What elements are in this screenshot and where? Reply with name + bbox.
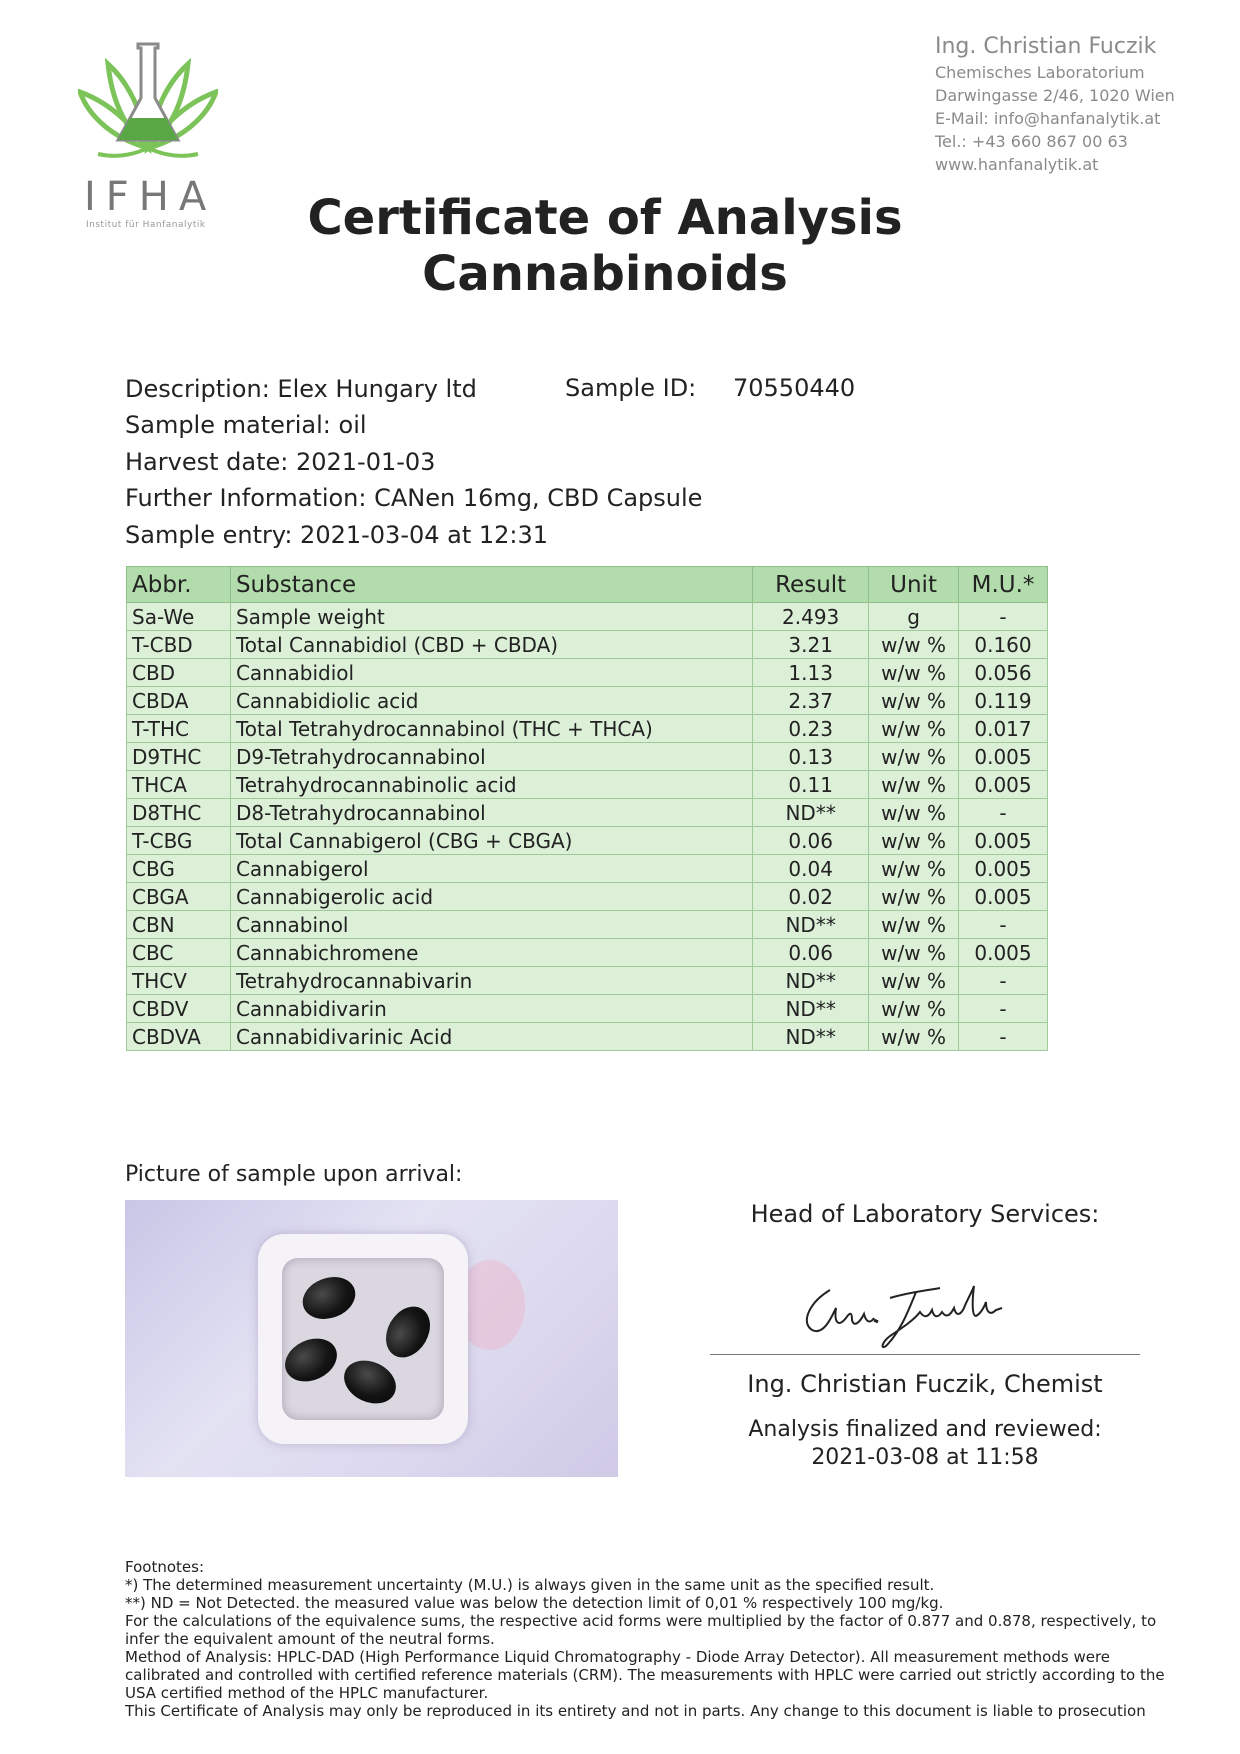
footnote-equivalence: For the calculations of the equivalence sums, the respective acid forms were multiplied by the factor of 0.877 and 0.878, respectively, to infer the equivalent amount of the neutral forms. [125,1612,1157,1648]
table-row [127,659,1048,687]
cell-mu: 0.005 [959,827,1048,855]
cell-substance: Tetrahydrocannabinolic acid [230,771,752,799]
cell-abbr: T-CBD [127,631,231,659]
cell-substance: Sample weight [230,603,752,631]
lab-email: E-Mail: info@hanfanalytik.at [935,109,1161,128]
cell-result: ND** [753,967,869,995]
sample-entry: Sample entry: 2021-03-04 at 12:31 [125,521,549,549]
footnotes [125,1558,1175,1720]
cell-mu: 0.160 [959,631,1048,659]
logo-subtitle: Institut für Hanfanalytik [86,220,206,230]
cell-result: 2.37 [753,687,869,715]
table-row [127,715,1048,743]
cell-unit: g [869,603,959,631]
cell-substance: D8-Tetrahydrocannabinol [230,799,752,827]
table-row [127,631,1048,659]
cell-mu: 0.005 [959,855,1048,883]
cell-result: 2.493 [753,603,869,631]
cell-mu: - [959,995,1048,1023]
cell-unit: w/w % [869,743,959,771]
lab-phone: Tel.: +43 660 867 00 63 [935,132,1128,151]
cell-substance: Tetrahydrocannabivarin [230,967,752,995]
sample-id-value: 70550440 [733,374,856,402]
header-unit: Unit [869,567,959,603]
lab-contact-block [935,33,1235,176]
table-row [127,939,1048,967]
cell-result: 0.06 [753,939,869,967]
table-row [127,883,1048,911]
table-row [127,603,1048,631]
lab-address: Darwingasse 2/46, 1020 Wien [935,86,1175,105]
cell-substance: Cannabigerolic acid [230,883,752,911]
cell-abbr: CBGA [127,883,231,911]
cell-substance: Cannabidivarin [230,995,752,1023]
cell-mu: 0.005 [959,883,1048,911]
signature-line [710,1354,1140,1355]
cell-unit: w/w % [869,911,959,939]
cell-unit: w/w % [869,883,959,911]
cell-mu: 0.005 [959,743,1048,771]
cell-abbr: CBDV [127,995,231,1023]
cell-mu: 0.119 [959,687,1048,715]
cell-abbr: T-THC [127,715,231,743]
sample-picture-label: Picture of sample upon arrival: [125,1162,463,1187]
header-result: Result [753,567,869,603]
cell-abbr: THCA [127,771,231,799]
cell-unit: w/w % [869,995,959,1023]
table-row [127,911,1048,939]
cell-unit: w/w % [869,799,959,827]
table-row [127,687,1048,715]
cell-unit: w/w % [869,631,959,659]
cell-substance: Cannabidivarinic Acid [230,1023,752,1051]
cell-abbr: CBDA [127,687,231,715]
cell-mu: - [959,1023,1048,1051]
cell-result: 0.02 [753,883,869,911]
cell-substance: Total Cannabigerol (CBG + CBGA) [230,827,752,855]
results-table [126,566,1048,1051]
table-row [127,771,1048,799]
sample-tray [258,1234,468,1444]
cell-substance: Cannabichromene [230,939,752,967]
cell-abbr: T-CBG [127,827,231,855]
handwritten-signature-icon [790,1272,1030,1352]
cell-unit: w/w % [869,939,959,967]
cell-substance: D9-Tetrahydrocannabinol [230,743,752,771]
cell-abbr: CBG [127,855,231,883]
cell-result: 0.06 [753,827,869,855]
further-information: Further Information: CANen 16mg, CBD Capsule [125,484,703,512]
cell-substance: Cannabinol [230,911,752,939]
cell-unit: w/w % [869,855,959,883]
logo-wordmark: IFHA [84,174,217,220]
cell-abbr: CBD [127,659,231,687]
cell-result: ND** [753,1023,869,1051]
title-line-1: Certificate of Analysis [307,190,903,246]
cell-abbr: CBN [127,911,231,939]
cell-substance: Cannabidiol [230,659,752,687]
cell-result: 1.13 [753,659,869,687]
cell-result: 0.11 [753,771,869,799]
cell-unit: w/w % [869,1023,959,1051]
finalized-date: 2021-03-08 at 11:58 [811,1445,1039,1470]
cell-mu: 0.017 [959,715,1048,743]
header-substance: Substance [230,567,752,603]
cell-unit: w/w % [869,687,959,715]
cell-abbr: CBC [127,939,231,967]
cell-substance: Cannabidiolic acid [230,687,752,715]
footnotes-heading: Footnotes: [125,1558,204,1576]
footnote-mu: *) The determined measurement uncertainty (M.U.) is always given in the same unit as the specified result. [125,1576,935,1594]
table-header-row [127,567,1048,603]
finalized-label: Analysis finalized and reviewed: [748,1417,1102,1442]
title-line-2: Cannabinoids [422,246,788,302]
cell-result: 0.13 [753,743,869,771]
sample-photo [125,1200,618,1477]
lab-website: www.hanfanalytik.at [935,155,1099,174]
cell-result: 0.04 [753,855,869,883]
cell-mu: 0.005 [959,939,1048,967]
table-row [127,995,1048,1023]
table-row [127,799,1048,827]
chemist-name: Ing. Christian Fuczik, Chemist [747,1370,1103,1398]
sample-description: Description: Elex Hungary ltd [125,375,477,403]
lab-type: Chemisches Laboratorium [935,63,1145,82]
sample-material: Sample material: oil [125,411,367,439]
cell-unit: w/w % [869,715,959,743]
header-abbr: Abbr. [127,567,231,603]
cell-result: ND** [753,911,869,939]
cell-abbr: Sa-We [127,603,231,631]
header-mu: M.U.* [959,567,1048,603]
head-of-lab-label: Head of Laboratory Services: [750,1200,1100,1228]
cell-abbr: D9THC [127,743,231,771]
footnote-nd: **) ND = Not Detected. the measured value was below the detection limit of 0,01 % respectively 100 mg/kg. [125,1594,944,1612]
document-title [0,190,1210,302]
cell-abbr: D8THC [127,799,231,827]
signature [790,1272,1030,1356]
cell-mu: 0.005 [959,771,1048,799]
finalized-block [640,1416,1210,1472]
footnote-method: Method of Analysis: HPLC-DAD (High Performance Liquid Chromatography - Diode Array Detector). All measurement methods were calibrated and controlled with certified reference materials (CRM). The measurements with HPLC were carried out strictly according to the USA certified method of the HPLC manufacturer. [125,1648,1165,1702]
cell-mu: - [959,967,1048,995]
table-row [127,1023,1048,1051]
cannabis-flask-icon [78,40,218,170]
cell-result: ND** [753,799,869,827]
table-row [127,743,1048,771]
cell-mu: - [959,911,1048,939]
cell-substance: Total Cannabidiol (CBD + CBDA) [230,631,752,659]
cell-unit: w/w % [869,827,959,855]
cell-unit: w/w % [869,659,959,687]
sample-id-label: Sample ID: [565,374,697,402]
table-row [127,827,1048,855]
cell-substance: Cannabigerol [230,855,752,883]
cell-result: 0.23 [753,715,869,743]
cell-unit: w/w % [869,771,959,799]
cell-mu: - [959,799,1048,827]
table-row [127,855,1048,883]
cell-result: 3.21 [753,631,869,659]
lab-owner-name: Ing. Christian Fuczik [935,34,1157,59]
cell-substance: Total Tetrahydrocannabinol (THC + THCA) [230,715,752,743]
footnote-reproduction: This Certificate of Analysis may only be reproduced in its entirety and not in parts. Any change to this document is liable to prosecution [125,1702,1146,1720]
results-body [127,603,1048,1051]
cell-abbr: THCV [127,967,231,995]
cell-result: ND** [753,995,869,1023]
cell-abbr: CBDVA [127,1023,231,1051]
cell-mu: 0.056 [959,659,1048,687]
cell-mu: - [959,603,1048,631]
harvest-date: Harvest date: 2021-01-03 [125,448,436,476]
table-row [127,967,1048,995]
cell-unit: w/w % [869,967,959,995]
